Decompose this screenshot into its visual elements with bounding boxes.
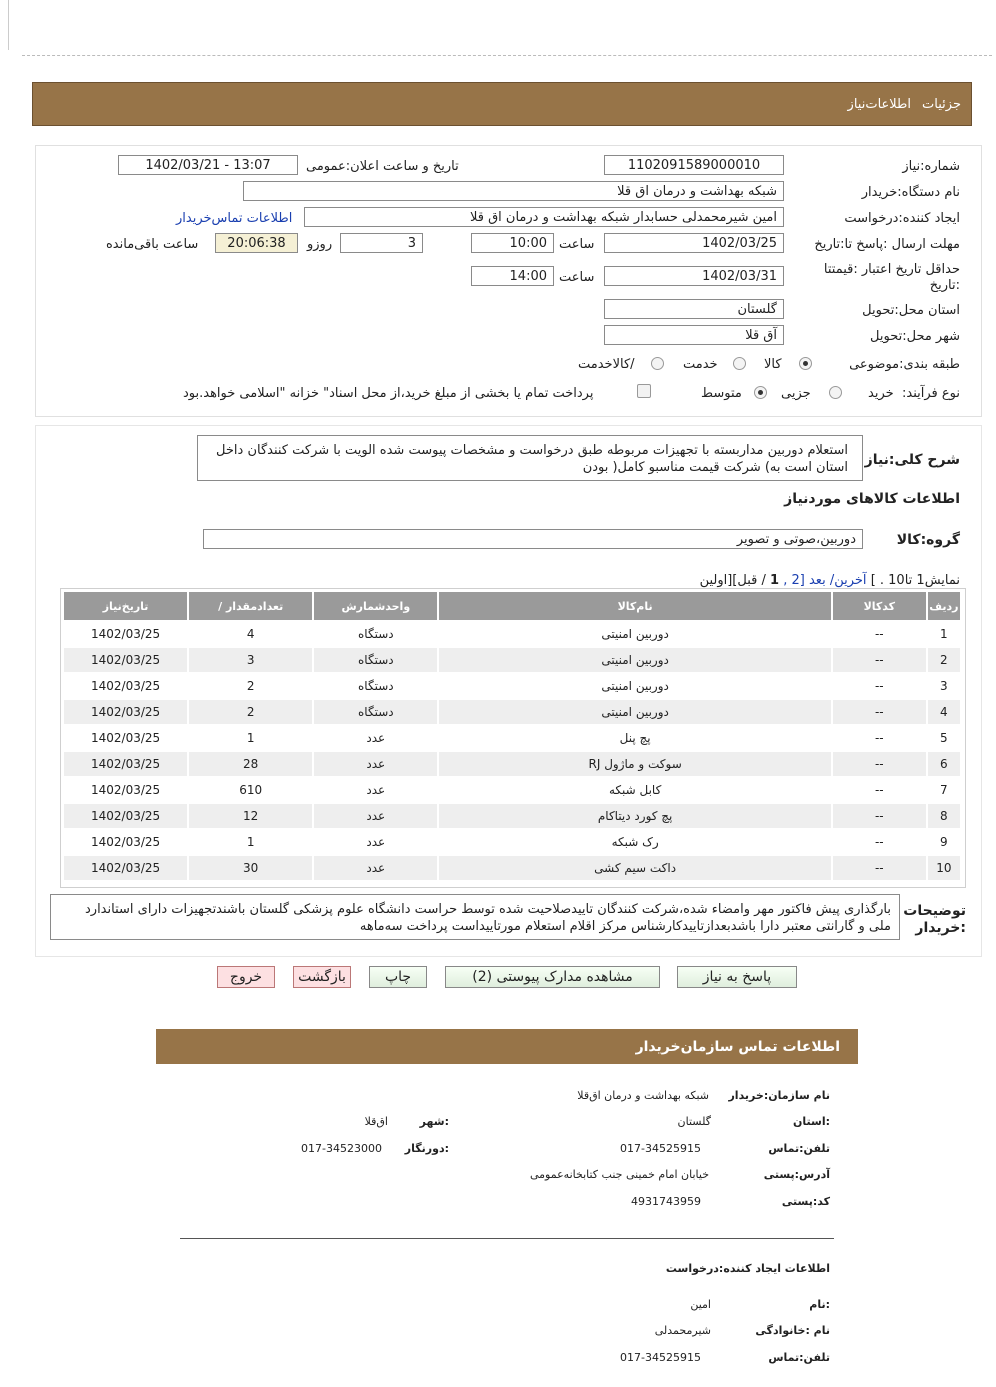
cell-name: پچ پنل <box>439 726 831 750</box>
treasury-payment-note: پرداخت تمام یا بخشی از مبلغ خرید،از محل اسناد" خزانه "اسلامی خواهد.بود <box>183 386 594 401</box>
cell-name: کابل شبکه <box>439 778 831 802</box>
creator-name-label: :نام <box>809 1298 830 1311</box>
tab-need-info[interactable]: اطلاعات‌نیاز <box>847 97 911 112</box>
cell-code: -- <box>833 804 926 828</box>
detail-header-bar <box>32 82 972 126</box>
cell-code: -- <box>833 648 926 672</box>
pager-current-page: 1 <box>770 573 780 588</box>
deadline-time-label: ساعت <box>559 237 595 252</box>
category-service-radio[interactable] <box>733 357 746 370</box>
cell-date: 1402/03/25 <box>64 648 187 672</box>
goods-group-field: دوربین،صوتی و تصویر <box>203 529 863 549</box>
cell-unit: عدد <box>314 856 437 880</box>
validity-date-field: 1402/03/31 <box>604 266 784 286</box>
pager-prev-first[interactable]: / قبل][اولین <box>699 573 766 588</box>
process-label: نوع فرآیند: <box>902 386 960 401</box>
items-table-header <box>64 592 960 620</box>
cell-qty: 12 <box>189 804 312 828</box>
cell-date: 1402/03/25 <box>64 778 187 802</box>
goods-group-label: گروه:کالا <box>896 532 960 548</box>
need-number-label: شماره:نیاز <box>902 159 960 174</box>
buyer-org-field: شبکه بهداشت و درمان اق قلا <box>243 181 784 201</box>
validity-label-1: حداقل تاریخ اعتبار :قیمتتا <box>823 262 960 277</box>
table-row <box>64 726 960 750</box>
col-qty-header: تعدادمقدار / <box>189 592 312 620</box>
cell-date: 1402/03/25 <box>64 726 187 750</box>
contact-phone-label: تلفن:تماس <box>768 1142 830 1155</box>
pager-last-link[interactable]: آخرین/ <box>829 573 867 588</box>
table-row <box>64 856 960 880</box>
table-row <box>64 752 960 776</box>
pager <box>700 573 960 588</box>
category-service-label: خدمت <box>683 357 718 372</box>
print-button[interactable]: چاپ <box>369 966 427 988</box>
announce-label: تاریخ و ساعت اعلان:عمومی <box>306 159 459 174</box>
category-goods-label: کالا <box>764 357 782 372</box>
cell-date: 1402/03/25 <box>64 804 187 828</box>
remaining-time-field: 20:06:38 <box>215 233 298 253</box>
contact-fax-value: 017-34523000 <box>301 1142 382 1155</box>
need-number-field: 1102091589000010 <box>604 155 784 175</box>
validity-label-2: :تاریخ <box>929 278 960 293</box>
cell-unit: دستگاه <box>314 622 437 646</box>
contact-fax-label: :دورنگار <box>404 1142 449 1155</box>
days-field: 3 <box>340 233 423 253</box>
table-row <box>64 648 960 672</box>
cell-date: 1402/03/25 <box>64 830 187 854</box>
contact-province-label: :استان <box>793 1115 830 1128</box>
cell-unit: عدد <box>314 752 437 776</box>
table-row <box>64 778 960 802</box>
process-buy-label: خرید <box>868 386 894 401</box>
buyer-org-label: نام دستگاه:خریدار <box>861 185 960 200</box>
buyer-notes-label-2: :خریدار <box>915 920 966 936</box>
exit-button[interactable]: خروج <box>217 966 275 988</box>
cell-code: -- <box>833 778 926 802</box>
city-label: شهر محل:تحویل <box>870 329 960 344</box>
cell-name: دوربین امنیتی <box>439 700 831 724</box>
validity-time-label: ساعت <box>559 270 595 285</box>
category-goods-radio[interactable] <box>799 357 812 370</box>
creator-label: ایجاد کننده:درخواست <box>844 211 960 226</box>
contact-address-value: خیابان امام خمینی جنب کتابخانه‌عمومی <box>530 1168 709 1181</box>
table-row <box>64 674 960 698</box>
contact-address-label: آدرس:پستی <box>763 1168 830 1181</box>
cell-row: 6 <box>928 752 960 776</box>
province-field: گلستان <box>604 299 784 319</box>
cell-date: 1402/03/25 <box>64 856 187 880</box>
contact-province-value: گلستان <box>677 1115 711 1128</box>
table-row <box>64 830 960 854</box>
creator-phone-value: 017-34525915 <box>620 1351 701 1364</box>
cell-row: 7 <box>928 778 960 802</box>
cell-unit: دستگاه <box>314 674 437 698</box>
creator-phone-label: تلفن:تماس <box>768 1351 830 1364</box>
cell-unit: عدد <box>314 726 437 750</box>
buyer-contact-header <box>156 1029 858 1064</box>
cell-qty: 2 <box>189 674 312 698</box>
cell-code: -- <box>833 752 926 776</box>
cell-name: دوربین امنیتی <box>439 674 831 698</box>
summary-text: استعلام دوربین مداربسته با تجهیزات مربوطه طبق درخواست و مشخصات پیوست شده الویت با شرکت کنندگان داخل استان است به) شرکت قیمت مناسبو کامل( بودن <box>197 435 863 481</box>
contact-phone-value: 017-34525915 <box>620 1142 701 1155</box>
process-medium-label: متوسط <box>701 386 742 401</box>
cell-qty: 610 <box>189 778 312 802</box>
pager-page-2-link[interactable]: [2 , <box>783 573 805 588</box>
cell-name: داکت سیم کشی <box>439 856 831 880</box>
category-goods-service-radio[interactable] <box>651 357 664 370</box>
contact-city-label: :شهر <box>419 1115 449 1128</box>
cell-qty: 4 <box>189 622 312 646</box>
cell-name: سوکت و ماژول RJ <box>439 752 831 776</box>
col-unit-header: واحدشمارش <box>314 592 437 620</box>
cell-unit: عدد <box>314 830 437 854</box>
pager-range: نمایش1 تا10 . ] <box>870 573 960 588</box>
category-goods-service-label: /کالاخدمت <box>578 357 635 372</box>
cell-name: پچ کورد دیتاکام <box>439 804 831 828</box>
col-date-header: تاریخ‌نیاز <box>64 592 187 620</box>
cell-code: -- <box>833 726 926 750</box>
province-label: استان محل:تحویل <box>862 303 960 318</box>
cell-date: 1402/03/25 <box>64 700 187 724</box>
treasury-payment-checkbox[interactable] <box>637 384 651 398</box>
cell-qty: 2 <box>189 700 312 724</box>
validity-time-field: 14:00 <box>471 266 554 286</box>
cell-date: 1402/03/25 <box>64 752 187 776</box>
contact-postal-value: 4931743959 <box>631 1195 701 1208</box>
deadline-date-field: 1402/03/25 <box>604 233 784 253</box>
cell-date: 1402/03/25 <box>64 622 187 646</box>
summary-label: شرح کلی:نیاز <box>864 452 960 468</box>
category-label: طبقه بندی:موضوعی <box>849 357 960 372</box>
cell-unit: دستگاه <box>314 648 437 672</box>
remaining-label: ساعت باقی‌مانده <box>106 237 199 252</box>
cell-name: دوربین امنیتی <box>439 622 831 646</box>
cell-row: 10 <box>928 856 960 880</box>
top-divider <box>22 55 992 56</box>
cell-unit: عدد <box>314 804 437 828</box>
cell-code: -- <box>833 674 926 698</box>
cell-qty: 1 <box>189 726 312 750</box>
reply-button[interactable]: پاسخ به نیاز <box>677 966 797 988</box>
creator-info-title: اطلاعات ایجاد کننده:درخواست <box>665 1262 830 1275</box>
contact-divider <box>180 1238 834 1239</box>
buyer-notes-label-1: توضیحات <box>903 903 966 919</box>
cell-qty: 28 <box>189 752 312 776</box>
table-row <box>64 700 960 724</box>
table-row <box>64 804 960 828</box>
cell-unit: عدد <box>314 778 437 802</box>
cell-unit: دستگاه <box>314 700 437 724</box>
cell-row: 4 <box>928 700 960 724</box>
contact-org-value: شبکه بهداشت و درمان اق‌قلا <box>577 1089 709 1102</box>
process-partial-radio[interactable] <box>829 386 842 399</box>
creator-field: امین شیرمحمدلی حسابدار شبکه بهداشت و درمان اق قلا <box>304 207 784 227</box>
buyer-notes-text: بارگذاری پیش فاکتور مهر وامضاء شده،شرکت کنندگان تاییدصلاحیت شده توسط حراست دانشگاه علوم پزشکی گلستان باشندتجهیزات دارای استاندارد ملی و گارانتی معتبر دارا باشدبعدازتاییدکارشناس مرکز اقلام استعلام مورتاییداست پرداخت سه‌ماهه <box>50 894 900 940</box>
contact-org-label: نام سازمان:خریدار <box>728 1089 830 1102</box>
cell-row: 5 <box>928 726 960 750</box>
cell-code: -- <box>833 700 926 724</box>
buyer-contact-link[interactable]: اطلاعات تماس‌خریدار <box>176 211 293 226</box>
cell-qty: 3 <box>189 648 312 672</box>
cell-row: 2 <box>928 648 960 672</box>
days-label: روزو <box>307 237 333 252</box>
cell-qty: 1 <box>189 830 312 854</box>
cell-row: 9 <box>928 830 960 854</box>
creator-name-value: امین <box>690 1298 711 1311</box>
view-attachments-button[interactable]: مشاهده مدارک پیوستی (2) <box>445 966 660 988</box>
cell-name: دوربین امنیتی <box>439 648 831 672</box>
goods-info-label: اطلاعات کالاهای موردنیاز <box>784 491 960 507</box>
col-name-header: نام‌کالا <box>439 592 831 620</box>
pager-next-link[interactable]: بعد <box>808 573 826 588</box>
tab-details[interactable]: جزئیات <box>922 97 961 112</box>
city-field: آق قلا <box>604 325 784 345</box>
col-row-header: ردیف <box>928 592 960 620</box>
cell-qty: 30 <box>189 856 312 880</box>
announce-field: 1402/03/21 - 13:07 <box>118 155 298 175</box>
cell-date: 1402/03/25 <box>64 674 187 698</box>
cell-row: 3 <box>928 674 960 698</box>
contact-postal-label: کد:پستی <box>781 1195 830 1208</box>
deadline-label: مهلت ارسال :پاسخ تا:تاریخ <box>814 237 960 252</box>
creator-family-value: شیرمحمدلی <box>654 1324 711 1337</box>
back-button[interactable]: بازگشت <box>293 966 351 988</box>
cell-row: 1 <box>928 622 960 646</box>
table-row <box>64 622 960 646</box>
buyer-contact-title: اطلاعات تماس سازمان‌خریدار <box>635 1039 840 1055</box>
cell-name: رک شبکه <box>439 830 831 854</box>
cell-code: -- <box>833 622 926 646</box>
creator-family-label: نام :خانوادگی <box>755 1324 830 1337</box>
col-code-header: کدکالا <box>833 592 926 620</box>
items-table <box>62 590 962 882</box>
page-left-border <box>8 0 9 50</box>
cell-row: 8 <box>928 804 960 828</box>
contact-city-value: اق‌قلا <box>364 1115 388 1128</box>
process-medium-radio[interactable] <box>754 386 767 399</box>
cell-code: -- <box>833 856 926 880</box>
deadline-time-field: 10:00 <box>471 233 554 253</box>
process-partial-label: جزیی <box>781 386 811 401</box>
cell-code: -- <box>833 830 926 854</box>
